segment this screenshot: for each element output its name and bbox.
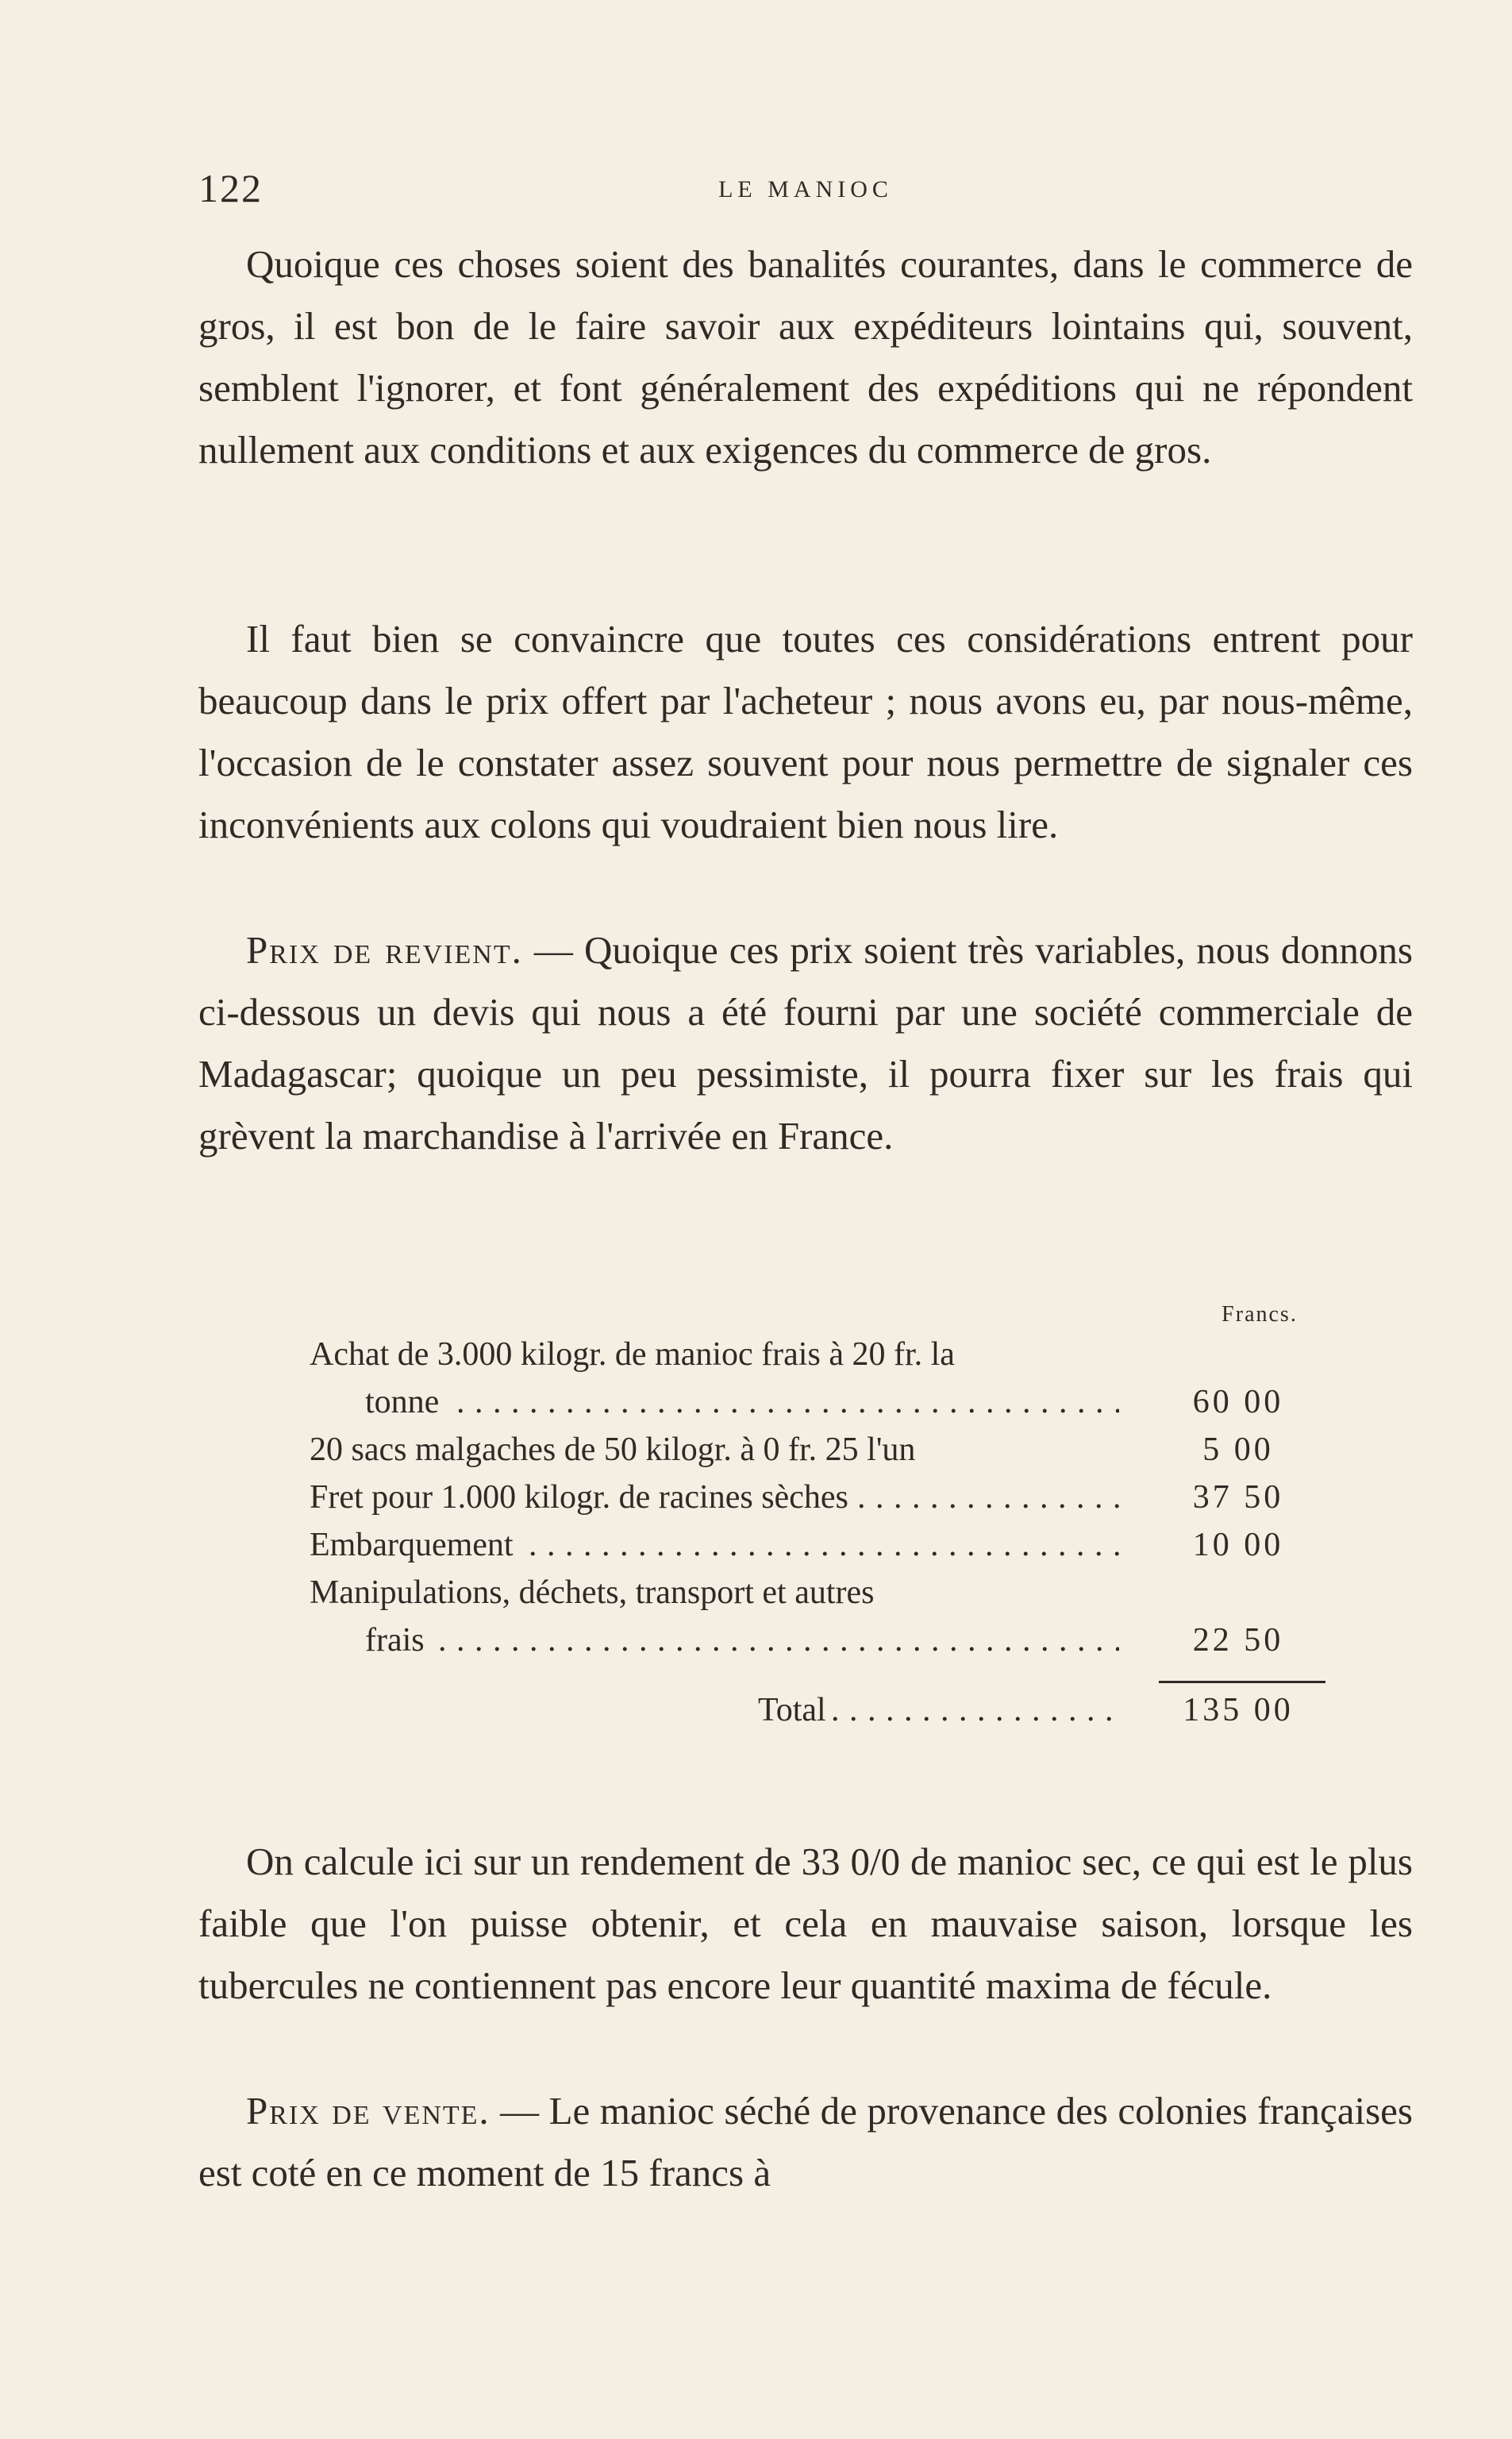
table-row xyxy=(310,1526,1341,1574)
paragraph-3-text: — Quoique ces prix soient très variables, nous donnons ci-dessous un devis qui nous a été fourni par une société commerciale de Madagascar; quoique un peu pessimiste, il pourra fixer sur les frais qui grèvent la marchandise à l'arrivée en France. xyxy=(198,928,1413,1158)
row-amount: 60 00 xyxy=(1192,1384,1284,1420)
row-amount: 10 00 xyxy=(1192,1527,1284,1563)
table-row xyxy=(310,1335,1341,1383)
row-label: Embarquement . . . xyxy=(310,1526,1119,1564)
row-amount: 37 50 xyxy=(1192,1479,1284,1516)
row-label: 20 sacs malgaches de 50 kilogr. à 0 fr. 25 l'un xyxy=(310,1431,1119,1469)
total-amount: 135 00 xyxy=(1183,1692,1294,1728)
row-label: Manipulations, déchets, transport et autres xyxy=(310,1574,1119,1612)
paragraph-2 xyxy=(198,608,1413,856)
total-rule xyxy=(1159,1681,1325,1683)
row-amount: 22 50 xyxy=(1192,1622,1284,1659)
section-heading-prix-de-vente: Prix de vente. xyxy=(246,2089,491,2133)
total-label: Total . . . xyxy=(758,1691,1119,1729)
page-number: 122 xyxy=(198,166,263,210)
row-label: Fret pour 1.000 kilogr. de racines sèches . . . xyxy=(310,1478,1119,1516)
paragraph-4-text: On calcule ici sur un rendement de 33 0/0 de manioc sec, ce qui est le plus faible que l'on puisse obtenir, et cela en mauvaise saison, lorsque les tubercules ne contiennent pas encore leur quantité maxima de fécule. xyxy=(198,1840,1413,2007)
section-heading-prix-de-revient: Prix de revient. xyxy=(246,928,523,972)
table-row xyxy=(310,1383,1341,1431)
row-label: Achat de 3.000 kilogr. de manioc frais à 20 fr. la xyxy=(310,1335,1119,1374)
paragraph-3 xyxy=(198,919,1413,1167)
paragraph-2-text: Il faut bien se convaincre que toutes ces considérations entrent pour beaucoup dans le prix offert par l'acheteur ; nous avons eu, par nous-même, l'occasion de le constater assez souvent pour nous permettre de signaler ces inconvénients aux colons qui voudraient bien nous lire. xyxy=(198,617,1413,846)
row-label-continuation: frais . . . xyxy=(365,1621,1119,1659)
row-amount: 5 00 xyxy=(1202,1431,1274,1468)
paragraph-5 xyxy=(198,2080,1413,2204)
paragraph-1 xyxy=(198,233,1413,481)
table-row xyxy=(310,1431,1341,1478)
table-row xyxy=(310,1574,1341,1621)
running-title: LE MANIOC xyxy=(718,176,893,202)
paragraph-5-text: — Le manioc séché de provenance des colonies françaises est coté en ce moment de 15 francs à xyxy=(198,2089,1413,2194)
paragraph-4 xyxy=(198,1831,1413,2017)
currency-header: Francs. xyxy=(1222,1302,1298,1327)
total-row xyxy=(310,1691,1341,1739)
running-head xyxy=(198,165,1413,213)
table-row xyxy=(310,1621,1341,1669)
paragraph-1-text: Quoique ces choses soient des banalités courantes, dans le commerce de gros, il est bon de le faire savoir aux expéditeurs lointains qui, souvent, semblent l'ignorer, et font généralement des expéditions qui ne répondent nullement aux conditions et aux exigences du commerce de gros. xyxy=(198,242,1413,472)
table-row xyxy=(310,1478,1341,1526)
row-label-continuation: tonne . . . xyxy=(365,1383,1119,1421)
